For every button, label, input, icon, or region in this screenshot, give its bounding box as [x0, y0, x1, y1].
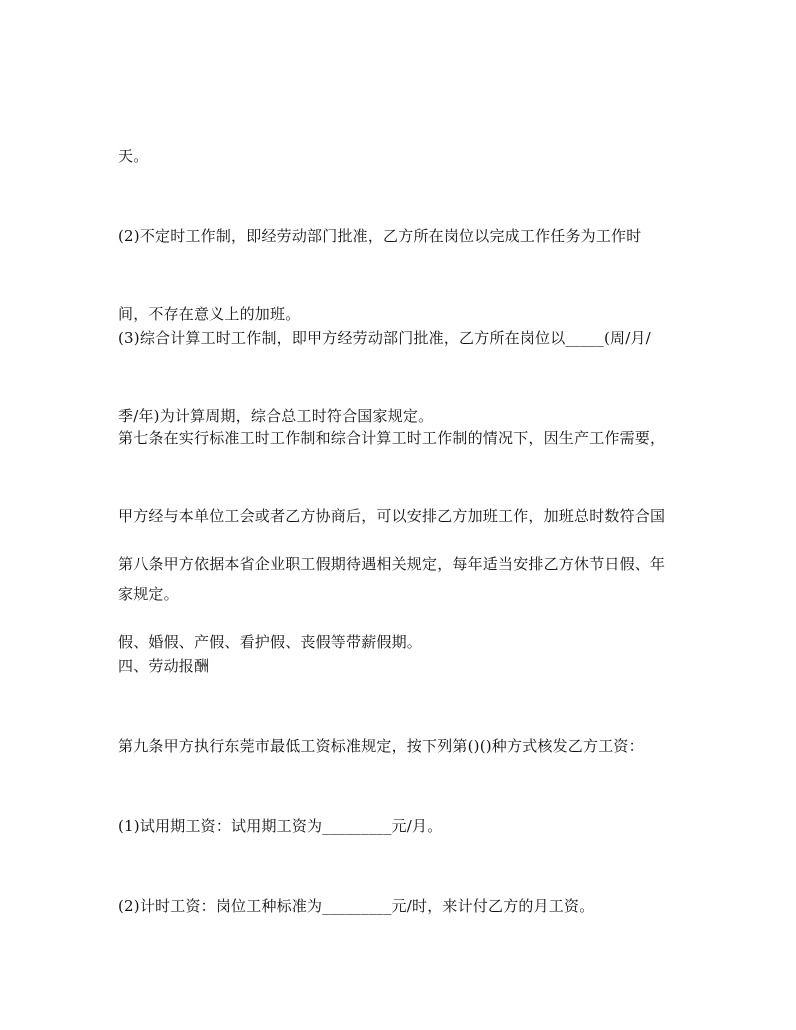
text-line: (2)计时工资：岗位工种标准为_________元/时，来计付乙方的月工资。	[118, 897, 595, 915]
text-line: (1)试用期工资：试用期工资为_________元/月。	[118, 817, 443, 835]
text-line: 间，不存在意义上的加班。	[118, 305, 301, 323]
text-line: 第七条在实行标准工时工作制和综合计算工时工作制的情况下，因生产工作需要，	[118, 429, 666, 447]
text-line: 天。	[118, 147, 149, 165]
text-line: 第八条甲方依据本省企业职工假期待遇相关规定，每年适当安排乙方休节日假、年	[118, 555, 666, 573]
paragraph-hourly-wage	[118, 841, 678, 971]
text-line: 季/年)为计算周期，综合总工时符合国家规定。	[118, 407, 434, 425]
text-line: 甲方经与本单位工会或者乙方协商后，可以安排乙方加班工作，加班总时数符合国	[118, 507, 666, 525]
text-line: (3)综合计算工时工作制，即甲方经劳动部门批准，乙方所在岗位以_____(周/月/	[118, 329, 651, 347]
text-line: 家规定。	[118, 585, 179, 603]
text-line: 第九条甲方执行东莞市最低工资标准规定，按下列第()()种方式核发乙方工资：	[118, 737, 644, 755]
text-line: 假、婚假、产假、看护假、丧假等带薪假期。	[118, 633, 423, 651]
text-line: (2)不定时工作制，即经劳动部门批准，乙方所在岗位以完成工作任务为工作时	[118, 227, 642, 245]
text-line: 四、劳动报酬	[118, 657, 210, 675]
